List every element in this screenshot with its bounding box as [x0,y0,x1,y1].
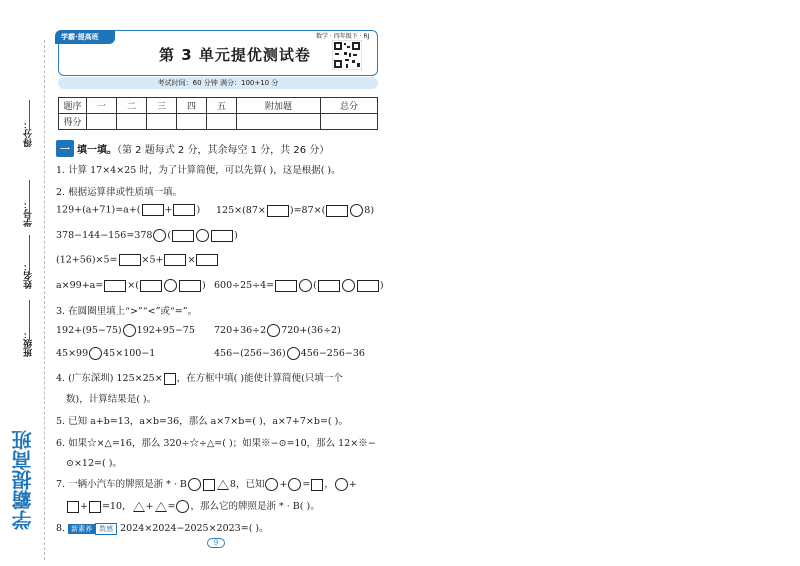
question-3: 3. 在圆圈里填上“>”“<”或“=”。 [56,306,198,317]
question-1: 1. 计算 17×4×25 时，为了计算简便，可以先算( )，这是根据( )。 [56,165,341,176]
score-table [58,97,378,130]
table-cell: 题序 [59,98,87,114]
section-heading [56,140,329,157]
score-cell[interactable] [117,114,147,130]
name-line [29,235,30,275]
score-cell[interactable] [87,114,117,130]
question-7-cont: + =10， + = ，那么它的牌照是浙 * · B( )。 [66,498,320,513]
brand-logo: 学霸提高班 [11,430,35,530]
answer-circle[interactable] [342,279,355,292]
question-6: 6. 如果☆×△=16，那么 320÷☆÷△=( )；如果※−⊙=10，那么 12×※− [56,438,376,449]
subject-label: 数学 · 四年级下 · RJ [316,33,370,40]
answer-circle[interactable] [196,229,209,242]
question-3b: 720+36÷2 720+(36÷2) [214,325,341,336]
class-label: 班级： [24,330,34,357]
table-cell: 三 [147,98,177,114]
question-8: 8. 新素养 数感 2024×2024−2025×2023=( )。 [56,523,269,534]
answer-box[interactable] [173,204,195,216]
plate-square[interactable] [203,479,215,491]
section-badge: 一 [56,140,74,157]
student-no-line [29,180,30,220]
answer-box[interactable] [172,230,194,242]
table-cell: 二 [117,98,147,114]
shape-circle [335,478,348,491]
table-cell: 四 [177,98,207,114]
table-cell: 一 [87,98,117,114]
table-cell: 五 [207,98,237,114]
answer-box[interactable] [142,204,164,216]
question-2e: a×99+a= ×( ) [56,280,206,291]
question-2d: (12+56)×5= ×5+ × [56,254,219,266]
table-row [59,98,378,114]
answer-box[interactable] [357,280,379,292]
compare-circle[interactable] [123,324,136,337]
question-3a: 192+(95−75) 192+95−75 [56,325,195,336]
question-3d: 456−(256−36) 456−256−36 [214,348,365,359]
table-cell: 附加题 [237,98,321,114]
score-cell[interactable] [237,114,321,130]
shape-triangle [155,502,167,512]
tag-number-sense: 数感 [95,523,117,535]
question-3c: 45×99 45×100−1 [56,348,156,359]
answer-box[interactable] [164,373,176,385]
shape-square [89,501,101,513]
answer-circle[interactable] [164,279,177,292]
answer-box[interactable] [267,205,289,217]
tag-new-literacy: 新素养 [68,524,95,534]
question-2: 2. 根据运算律或性质填一填。 [56,187,183,198]
score-line [29,100,30,130]
cut-line [44,40,45,560]
question-4-cont: 数)，计算结果是( )。 [66,394,157,405]
compare-circle[interactable] [89,347,102,360]
shape-circle [288,478,301,491]
answer-circle[interactable] [153,229,166,242]
score-cell[interactable] [147,114,177,130]
shape-triangle [133,502,145,512]
section-note: （第 2 题每式 2 分，其余每空 1 分，共 26 分） [117,145,330,156]
compare-circle[interactable] [267,324,280,337]
class-line [29,300,30,340]
shape-circle [265,478,278,491]
answer-box[interactable] [275,280,297,292]
question-2a: 129+(a+71)=a+( + ) [56,204,201,216]
question-2f: 600÷25÷4= ( ) [214,280,384,291]
question-6-cont: ⊙×12=( )。 [66,458,122,469]
answer-box[interactable] [119,254,141,266]
plate-circle[interactable] [188,478,201,491]
shape-square [67,501,79,513]
qr-code-icon [332,40,362,70]
answer-box[interactable] [196,254,218,266]
student-no-label: 学号： [24,200,34,227]
answer-box[interactable] [104,280,126,292]
name-label: 姓名： [24,262,34,289]
score-label: 得分： [24,120,34,147]
question-4: 4. (广东深圳) 125×25× ，在方框中填( )能使计算简便(只填一个 [56,373,343,384]
table-cell: 总分 [320,98,377,114]
answer-circle[interactable] [350,204,363,217]
score-cell[interactable] [207,114,237,130]
answer-box[interactable] [318,280,340,292]
score-cell[interactable] [320,114,377,130]
compare-circle[interactable] [287,347,300,360]
plate-triangle[interactable] [217,480,229,490]
question-5: 5. 已知 a+b=13，a×b=36，那么 a×7×b=( )，a×7+7×b=( )。 [56,416,348,427]
page-title: 第 3 单元提优测试卷 [159,46,311,64]
section-title: 填一填。 [77,145,117,156]
exam-info: 考试时间：60 分钟 满分：100+10 分 [58,77,378,89]
table-row [59,114,378,130]
answer-box[interactable] [164,254,186,266]
answer-box[interactable] [179,280,201,292]
answer-box[interactable] [326,205,348,217]
shape-square [311,479,323,491]
question-2b: 125×(87× )=87×( 8) [216,205,375,216]
shape-circle [176,500,189,513]
score-cell[interactable] [177,114,207,130]
answer-box[interactable] [140,280,162,292]
question-7: 7. 一辆小汽车的牌照是浙 * · B 8，已知 + = ， + [56,479,357,490]
brand-tab: 学霸·提高班 [55,30,115,44]
question-2c: 378−144−156=378 ( ) [56,230,238,241]
page-number: 9 [207,538,225,548]
answer-box[interactable] [211,230,233,242]
table-cell: 得分 [59,114,87,130]
answer-circle[interactable] [299,279,312,292]
